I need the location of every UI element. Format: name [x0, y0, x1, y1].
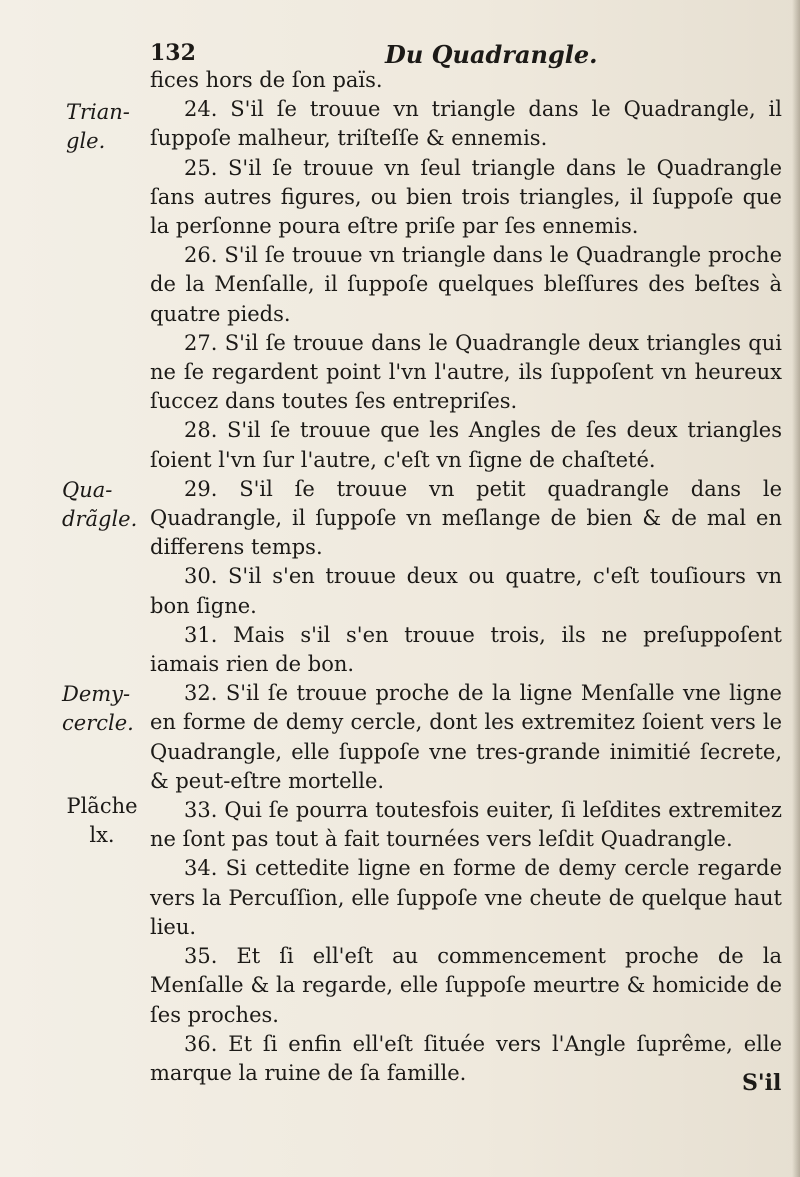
- catchword: S'il: [742, 1070, 782, 1096]
- margin-note-line: Trian-: [66, 100, 130, 124]
- paragraph-33: 33. Qui ſe pourra toutesfois euiter, ſi leſdites extremitez ne ſont pas tout à fait tournées vers leſdit Quadrangle.: [150, 798, 782, 852]
- paragraph-continuation: fices hors de ſon païs.: [150, 68, 383, 92]
- margin-note-triangle: [66, 98, 130, 156]
- paragraph-36: 36. Et ſi enfin ell'eſt ſituée vers l'Angle ſuprême, elle marque la ruine de ſa famille.: [150, 1031, 782, 1085]
- margin-note-line: Demy-: [62, 682, 131, 706]
- margin-note-line: drãgle.: [62, 507, 138, 531]
- paragraph-28: 28. S'il ſe trouue que les Angles de ſes deux triangles ſoient l'vn ſur l'autre, c'eſt vn ſigne de chaſteté.: [150, 418, 782, 472]
- paragraph-30: 30. S'il s'en trouue deux ou quatre, c'eſt touſiours vn bon ſigne.: [150, 564, 782, 618]
- margin-note-demy-cercle: [62, 680, 134, 738]
- paragraph-26: 26. S'il ſe trouue vn triangle dans le Quadrangle proche de la Menſalle, il ſuppoſe quelques bleſſures des beſtes à quatre pieds.: [150, 243, 782, 326]
- margin-note-line: Qua-: [62, 478, 113, 502]
- margin-note-planche: [62, 792, 142, 850]
- page-edge-shadow: [792, 0, 800, 1177]
- paragraph-31: 31. Mais s'il s'en trouue trois, ils ne preſuppoſent iamais rien de bon.: [150, 622, 782, 677]
- running-title: Du Quadrangle.: [385, 40, 598, 69]
- margin-note-line: cercle.: [62, 711, 134, 735]
- page-number: 132: [150, 40, 196, 66]
- paragraph-29: 29. S'il ſe trouue vn petit quadrangle dans le Quadrangle, il ſuppoſe vn meſlange de bien & de mal en differens temps.: [150, 476, 782, 560]
- paragraph-35: 35. Et ſi ell'eſt au commencement proche de la Menſalle & la regarde, elle ſuppoſe meurtre & homicide de ſes proches.: [150, 944, 782, 1027]
- paragraph-27: 27. S'il ſe trouue dans le Quadrangle deux triangles qui ne ſe regardent point l'vn l'autre, ils ſuppoſent vn heureux ſuccez dans toutes ſes entrepriſes.: [150, 330, 782, 414]
- margin-note-line: gle.: [66, 129, 106, 153]
- margin-note-line: Plãche: [66, 794, 138, 818]
- body-text: [150, 66, 782, 1088]
- margin-note-line: lx.: [89, 823, 115, 847]
- paragraph-32: 32. S'il ſe trouue proche de la ligne Menſalle vne ligne en forme de demy cercle, dont les extremitez ſoient vers le Quadrangle, elle ſuppoſe vne tres-grande inimitié ſecrete, & peut-eſtre mortelle.: [150, 681, 782, 793]
- paragraph-25: 25. S'il ſe trouue vn ſeul triangle dans le Quadrangle ſans autres figures, ou bien trois triangles, il ſuppoſe que la perſonne poura eſtre priſe par ſes ennemis.: [150, 155, 782, 239]
- paragraph-24: 24. S'il ſe trouue vn triangle dans le Quadrangle, il ſuppoſe malheur, triſteſſe & ennemis.: [150, 97, 782, 151]
- margin-note-quadrangle: [62, 476, 137, 534]
- paragraph-34: 34. Si cettedite ligne en forme de demy cercle regarde vers la Percuſſion, elle ſuppoſe vne cheute de quelque haut lieu.: [150, 856, 782, 939]
